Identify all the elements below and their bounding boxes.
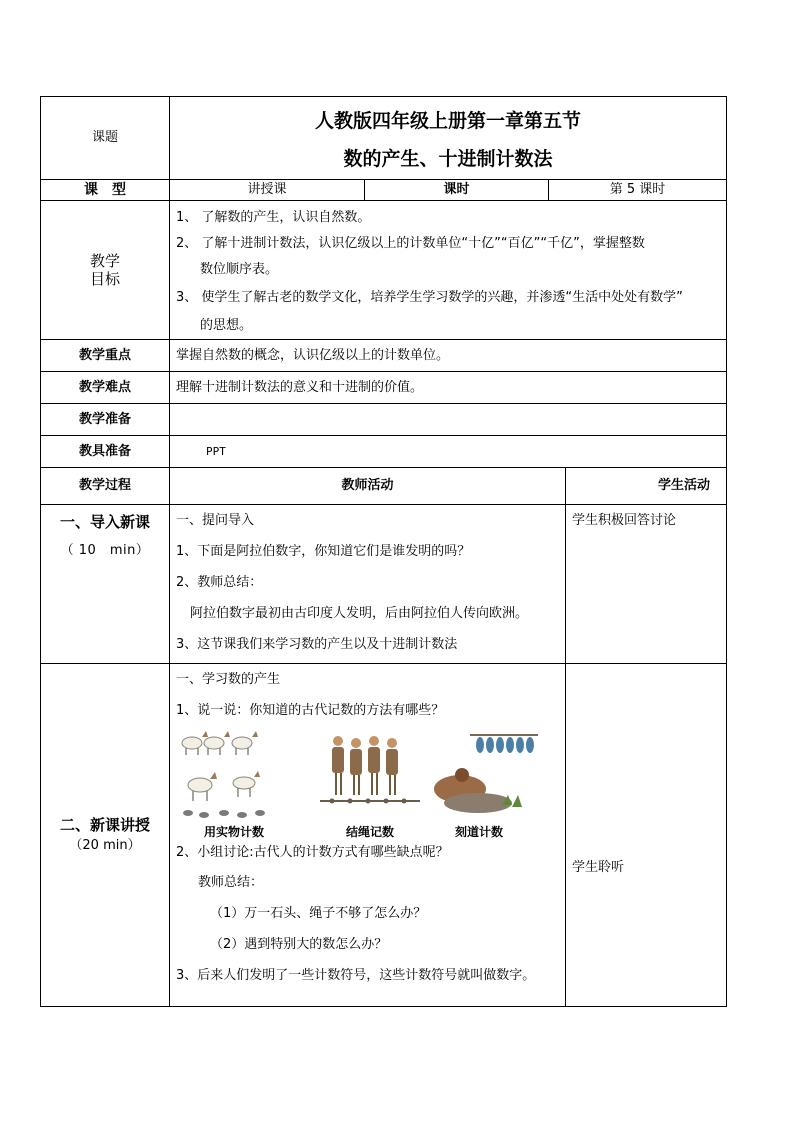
knot-rope-image (310, 729, 430, 821)
carving-counting-figure (418, 729, 540, 839)
preparation-label: 教学准备 (41, 404, 170, 436)
section2-line: 3、后来人们发明了一些计数符号，这些计数符号就叫做数字。 (176, 968, 536, 983)
lesson-title-line1: 人教版四年级上册第一章第五节 (315, 110, 582, 132)
objective-item: 1、 了解数的产生，认识自然数。 (176, 210, 371, 225)
difficulties-label: 教学难点 (41, 372, 170, 404)
section1-line: 1、下面是阿拉伯数字，你知道它们是谁发明的吗？ (176, 544, 471, 559)
section2-line: 教师总结： (198, 875, 264, 890)
section2-label-cell (41, 664, 170, 1007)
section2-line: 一、学习数的产生 (176, 672, 281, 687)
type-label: 课 型 (41, 180, 170, 201)
goats-stones-image (174, 729, 294, 821)
process-header: 教学过程 (41, 468, 170, 505)
section1-line: 3、这节课我们来学习数的产生以及十进制计数法 (176, 637, 458, 652)
section1-line: 2、教师总结： (176, 575, 263, 590)
objective-item: 2、 了解十进制计数法，认识亿级以上的计数单位“十亿”“百亿”“千亿”，掌握整数 (176, 236, 645, 251)
section2-student: 学生聆听 (566, 664, 727, 1007)
period-label: 课时 (365, 180, 549, 201)
tools-value: PPT (170, 436, 727, 468)
key-points-label: 教学重点 (41, 340, 170, 372)
type-value: 讲授课 (170, 180, 365, 201)
section2-line: 1、说一说：你知道的古代记数的方法有哪些？ (176, 703, 445, 718)
period-value: 第 5 课时 (549, 180, 727, 201)
section1-student: 学生积极回答讨论 (566, 505, 727, 664)
section2-time: （20 min） (69, 838, 141, 854)
objective-item-cont: 数位顺序表。 (200, 262, 279, 277)
key-points-value: 掌握自然数的概念，认识亿级以上的计数单位。 (170, 340, 727, 372)
section2-line: （1）万一石头、绳子不够了怎么办？ (210, 906, 427, 921)
objectives-label: 教学 目标 (41, 201, 170, 340)
preparation-value (170, 404, 727, 436)
student-header: 学生活动 (566, 468, 727, 505)
section1-label-cell (41, 505, 170, 664)
section1-time: （ 10 min） (60, 543, 150, 558)
difficulties-value: 理解十进制计数法的意义和十进制的价值。 (170, 372, 727, 404)
title-label: 课题 (41, 97, 170, 180)
section2-line: （2）遇到特别大的数怎么办？ (210, 937, 388, 952)
section2-label: 二、新课讲授 (59, 816, 150, 835)
section1-line: 阿拉伯数字最初由古印度人发明，后由阿拉伯人传向欧洲。 (190, 606, 529, 621)
caption-object-counting: 用实物计数 (203, 824, 264, 839)
knot-counting-figure (310, 729, 430, 839)
objectives-list (170, 201, 727, 340)
object-counting-figure (174, 729, 294, 839)
title-cell (170, 97, 727, 180)
counting-methods-illustration (170, 729, 565, 839)
section1-label: 一、导入新课 (59, 513, 150, 531)
section1-line: 一、提问导入 (176, 513, 255, 528)
section2-teacher (170, 664, 566, 1007)
tools-label: 教具准备 (41, 436, 170, 468)
lesson-title-line2: 数的产生、十进制计数法 (343, 148, 553, 170)
objective-item-cont: 的思想。 (200, 318, 253, 333)
section2-line: 2、小组讨论:古代人的计数方式有哪些缺点呢？ (176, 845, 449, 860)
objective-item: 3、 使学生了解古老的数学文化，培养学生学习数学的兴趣，并渗透“生活中处处有数学” (176, 290, 683, 305)
caption-knot-counting: 结绳记数 (345, 824, 394, 839)
carving-fish-image (418, 729, 540, 821)
teacher-header: 教师活动 (170, 468, 566, 505)
lesson-plan-table (40, 96, 727, 1007)
section1-teacher (170, 505, 566, 664)
caption-carving-counting: 刻道计数 (454, 824, 503, 839)
